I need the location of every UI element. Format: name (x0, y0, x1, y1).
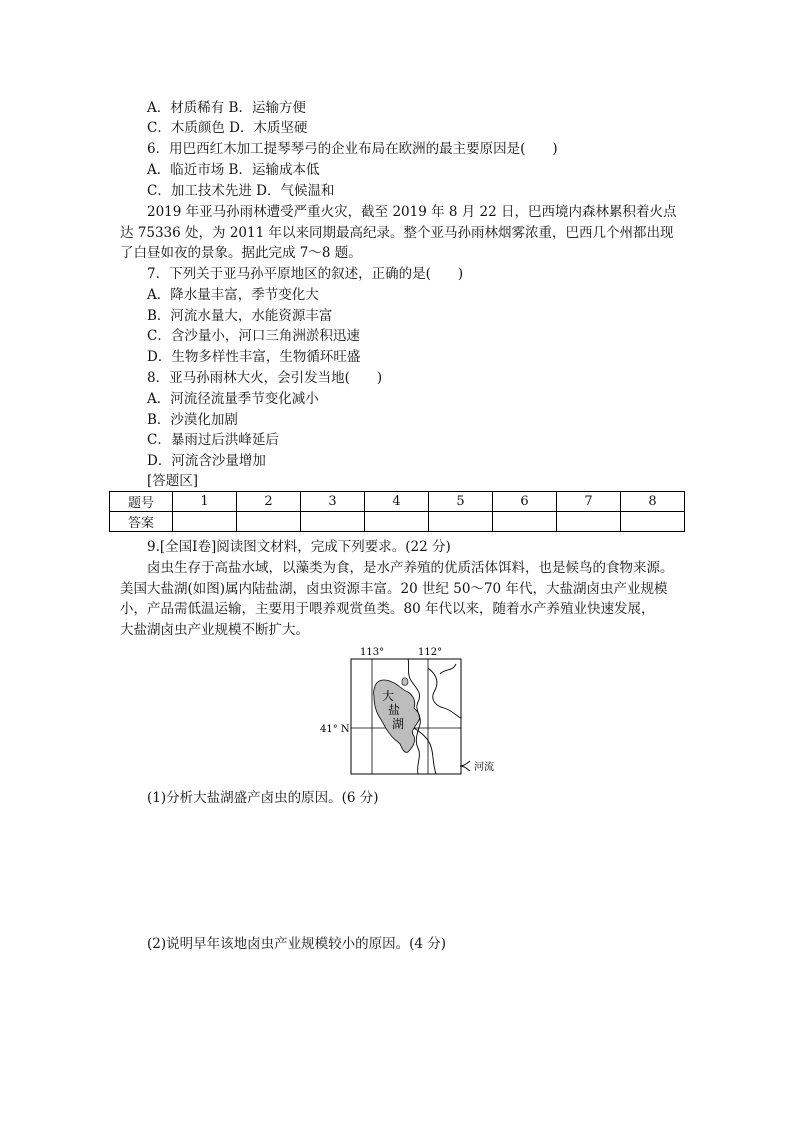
longitude-label-right: 112° (418, 647, 443, 658)
q8-option-c: C．暴雨过后洪峰延后 (147, 432, 279, 448)
answer-table-number: 3 (301, 492, 365, 512)
answer-cell[interactable] (557, 512, 621, 532)
q5-option-ab: A．材质稀有 B．运输方便 (147, 100, 306, 116)
q9-material-line-4: 大盐湖卤虫产业规模不断扩大。 (120, 621, 309, 638)
answer-table-number: 5 (429, 492, 493, 512)
passage-line-1: 2019 年亚马孙雨林遭受严重火灾，截至 2019 年 8 月 22 日，巴西境内森林累积着火点 (147, 204, 677, 220)
answer-table-row-answers (110, 512, 685, 532)
q6-stem: 6．用巴西红木加工提琴琴弓的企业布局在欧洲的最主要原因是( ) (147, 141, 558, 157)
passage-line-2: 达 75336 处，为 2011 年以来同期最高纪录。整个亚马孙雨林烟雾浓重，巴西几个州都出现 (120, 224, 674, 241)
longitude-label-left: 113° (360, 647, 385, 658)
q7-option-b: B．河流水量大，水能资源丰富 (147, 308, 333, 324)
answer-table-number: 7 (557, 492, 621, 512)
answer-area-title: [答题区] (147, 473, 199, 489)
latitude-label: 41° N (320, 724, 350, 735)
lake-label-char-2: 盐 (388, 703, 401, 717)
answer-cell[interactable] (173, 512, 237, 532)
answer-cell[interactable] (301, 512, 365, 532)
q9-sub-question-2: (2)说明早年该地卤虫产业规模较小的原因。(4 分) (147, 936, 447, 952)
q9-material-line-2: 美国大盐湖(如图)属内陆盐湖，卤虫资源丰富。20 世纪 50～70 年代，大盐湖卤虫产业规模 (120, 580, 668, 597)
q6-option-ab: A．临近市场 B．运输成本低 (147, 162, 320, 178)
q8-stem: 8．亚马孙雨林大火，会引发当地( ) (147, 370, 383, 386)
answer-cell[interactable] (621, 512, 685, 532)
q9-material (120, 558, 690, 640)
lake-label-char-1: 大 (382, 689, 395, 703)
answer-table-number: 4 (365, 492, 429, 512)
answer-cell[interactable] (237, 512, 301, 532)
answer-table-number: 8 (621, 492, 685, 512)
q7-option-a: A．降水量丰富，季节变化大 (147, 287, 319, 303)
q9-sub-question-1: (1)分析大盐湖盛产卤虫的原因。(6 分) (147, 790, 379, 806)
answer-table (109, 491, 685, 532)
q7-stem: 7．下列关于亚马孙平原地区的叙述，正确的是( ) (147, 266, 464, 282)
river-line (440, 664, 456, 674)
q8-option-d: D．河流含沙量增加 (147, 453, 266, 469)
q9-material-line-3: 小，产品需低温运输，主要用于喂养观赏鱼类。80 年代以来，随着水产养殖业快速发展， (120, 601, 655, 617)
answer-table-number: 2 (237, 492, 301, 512)
answer-table-number: 1 (173, 492, 237, 512)
lake-label-char-3: 湖 (392, 717, 405, 731)
river-line (428, 668, 461, 718)
q6-option-cd: C．加工技术先进 D．气候温和 (147, 183, 335, 199)
answer-cell[interactable] (493, 512, 557, 532)
lake-north-arm (402, 678, 408, 685)
great-salt-lake-map (318, 644, 508, 778)
answer-table-row-numbers (110, 492, 685, 512)
q9-stem: 9.[全国Ⅰ卷]阅读图文材料，完成下列要求。(22 分) (147, 539, 451, 555)
passage-line-3: 了白昼如夜的景象。据此完成 7～8 题。 (120, 245, 362, 261)
answer-table-label-number: 题号 (110, 492, 173, 512)
answer-table-number: 6 (493, 492, 557, 512)
answer-table-label-answer: 答案 (110, 512, 173, 532)
q5-option-cd: C．木质颜色 D．木质坚硬 (147, 120, 308, 136)
legend-river-label: 河流 (474, 762, 494, 773)
q7-option-c: C．含沙量小，河口三角洲淤积迅速 (147, 328, 360, 344)
answer-cell[interactable] (365, 512, 429, 532)
q8-option-a: A．河流径流量季节变化减小 (147, 391, 319, 407)
q7-option-d: D．生物多样性丰富，生物循环旺盛 (147, 349, 361, 365)
answer-cell[interactable] (429, 512, 493, 532)
q9-material-line-1: 卤虫生存于高盐水域，以藻类为食，是水产养殖的优质活体饵料，也是候鸟的食物来源。 (147, 560, 674, 576)
q8-option-b: B．沙漠化加剧 (147, 412, 238, 428)
passage-7-8 (120, 202, 690, 264)
